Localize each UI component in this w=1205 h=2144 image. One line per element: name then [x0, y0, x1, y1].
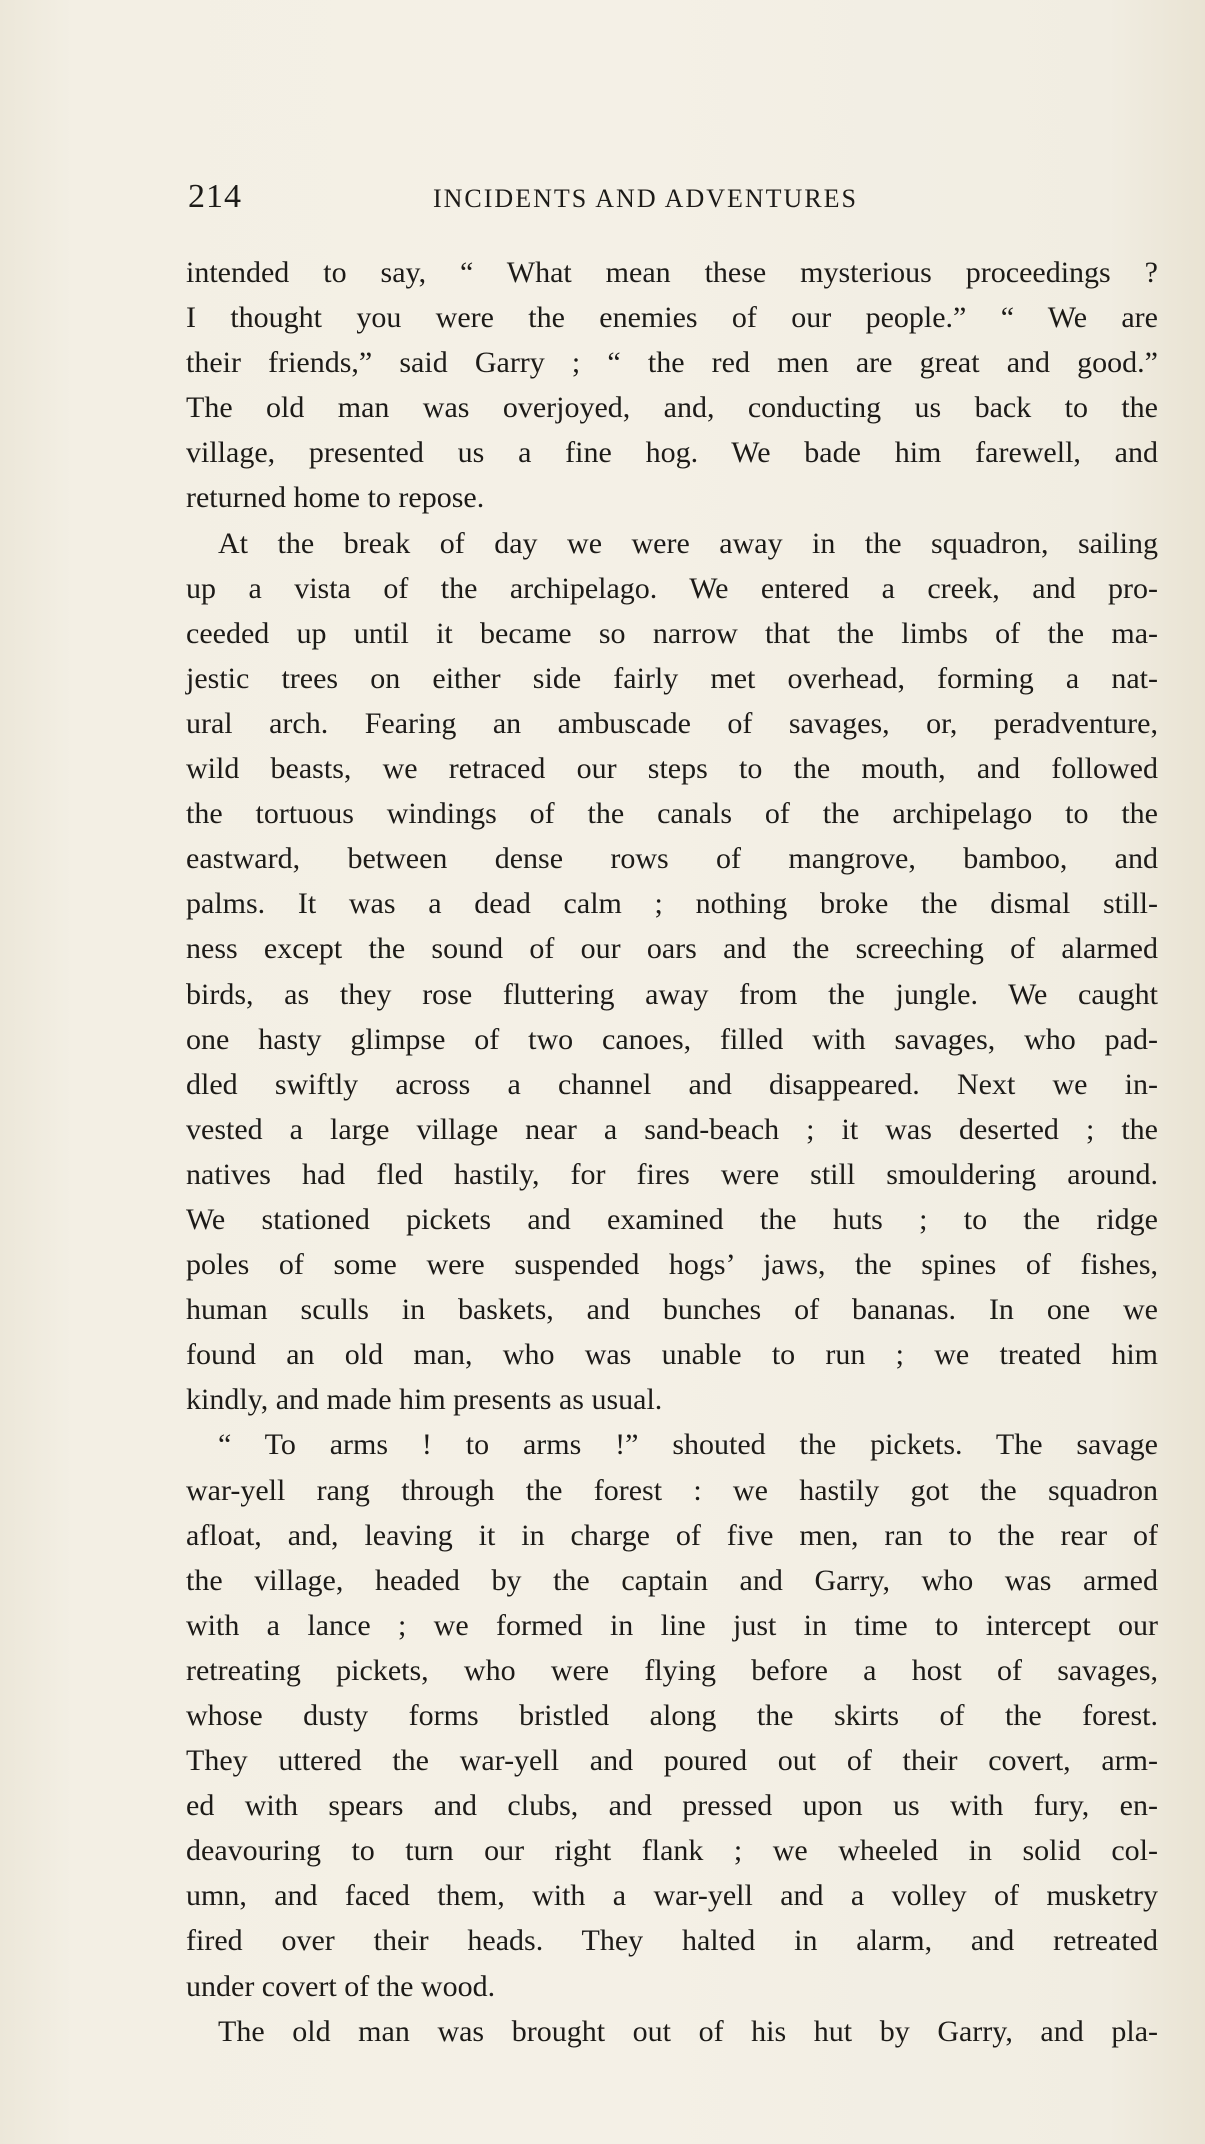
body-text — [186, 250, 1158, 2054]
text-line: human sculls in baskets, and bunches of bananas. In one we — [186, 1293, 1158, 1327]
text-line: dled swiftly across a channel and disappeared. Next we in- — [186, 1067, 1158, 1101]
text-line: The old man was brought out of his hut by Garry, and pla- — [218, 2014, 1158, 2048]
text-line: with a lance ; we formed in line just in time to intercept our — [186, 1608, 1158, 1642]
text-line: umn, and faced them, with a war-yell and a volley of musketry — [186, 1879, 1158, 1913]
text-line: The old man was overjoyed, and, conducting us back to the — [186, 391, 1158, 425]
text-line: poles of some were suspended hogs’ jaws, the spines of fishes, — [186, 1248, 1158, 1282]
text-line: fired over their heads. They halted in alarm, and retreated — [186, 1924, 1158, 1958]
text-line: natives had fled hastily, for fires were still smouldering around. — [186, 1157, 1158, 1191]
text-line: We stationed pickets and examined the huts ; to the ridge — [186, 1202, 1158, 1236]
text-line: vested a large village near a sand-beach ; it was deserted ; the — [186, 1112, 1158, 1146]
text-line: under covert of the wood. — [186, 1969, 496, 2003]
text-line: eastward, between dense rows of mangrove, bamboo, and — [186, 842, 1158, 876]
text-line: “ To arms ! to arms !” shouted the pickets. The savage — [218, 1428, 1158, 1462]
text-line: up a vista of the archipelago. We entered a creek, and pro- — [186, 571, 1158, 605]
text-line: ness except the sound of our oars and the screeching of alarmed — [186, 932, 1158, 966]
text-line: war-yell rang through the forest : we hastily got the squadron — [186, 1473, 1158, 1507]
text-line: ed with spears and clubs, and pressed upon us with fury, en- — [186, 1789, 1158, 1823]
text-line: their friends,” said Garry ; “ the red men are great and good.” — [186, 346, 1158, 380]
text-line: deavouring to turn our right flank ; we wheeled in solid col- — [186, 1834, 1158, 1868]
text-line: the tortuous windings of the canals of the archipelago to the — [186, 797, 1158, 831]
text-line: ural arch. Fearing an ambuscade of savages, or, peradventure, — [186, 706, 1158, 740]
running-title: INCIDENTS AND ADVENTURES — [433, 184, 858, 213]
text-line: ceeded up until it became so narrow that the limbs of the ma- — [186, 616, 1158, 650]
text-line: jestic trees on either side fairly met overhead, forming a nat- — [186, 661, 1158, 695]
text-line: intended to say, “ What mean these mysterious proceedings ? — [186, 256, 1158, 289]
running-head — [188, 178, 928, 228]
text-line: the village, headed by the captain and Garry, who was armed — [186, 1563, 1158, 1597]
text-line: retreating pickets, who were flying before a host of savages, — [186, 1653, 1158, 1687]
text-line: whose dusty forms bristled along the skirts of the forest. — [186, 1699, 1158, 1732]
text-line: returned home to repose. — [186, 481, 485, 515]
page-number: 214 — [188, 178, 242, 215]
text-line: I thought you were the enemies of our people.” “ We are — [186, 301, 1158, 335]
text-line: At the break of day we were away in the squadron, sailing — [218, 526, 1158, 560]
text-line: afloat, and, leaving it in charge of five men, ran to the rear of — [186, 1518, 1158, 1552]
text-line: found an old man, who was unable to run ; we treated him — [186, 1338, 1158, 1372]
text-line: birds, as they rose fluttering away from the jungle. We caught — [186, 977, 1158, 1011]
text-line: village, presented us a fine hog. We bade him farewell, and — [186, 436, 1158, 470]
text-line: kindly, and made him presents as usual. — [186, 1383, 663, 1417]
text-line: palms. It was a dead calm ; nothing broke the dismal still- — [186, 887, 1158, 921]
text-line: They uttered the war-yell and poured out of their covert, arm- — [186, 1744, 1158, 1778]
text-line: one hasty glimpse of two canoes, filled with savages, who pad- — [186, 1022, 1158, 1056]
text-line: wild beasts, we retraced our steps to the mouth, and followed — [186, 752, 1158, 786]
